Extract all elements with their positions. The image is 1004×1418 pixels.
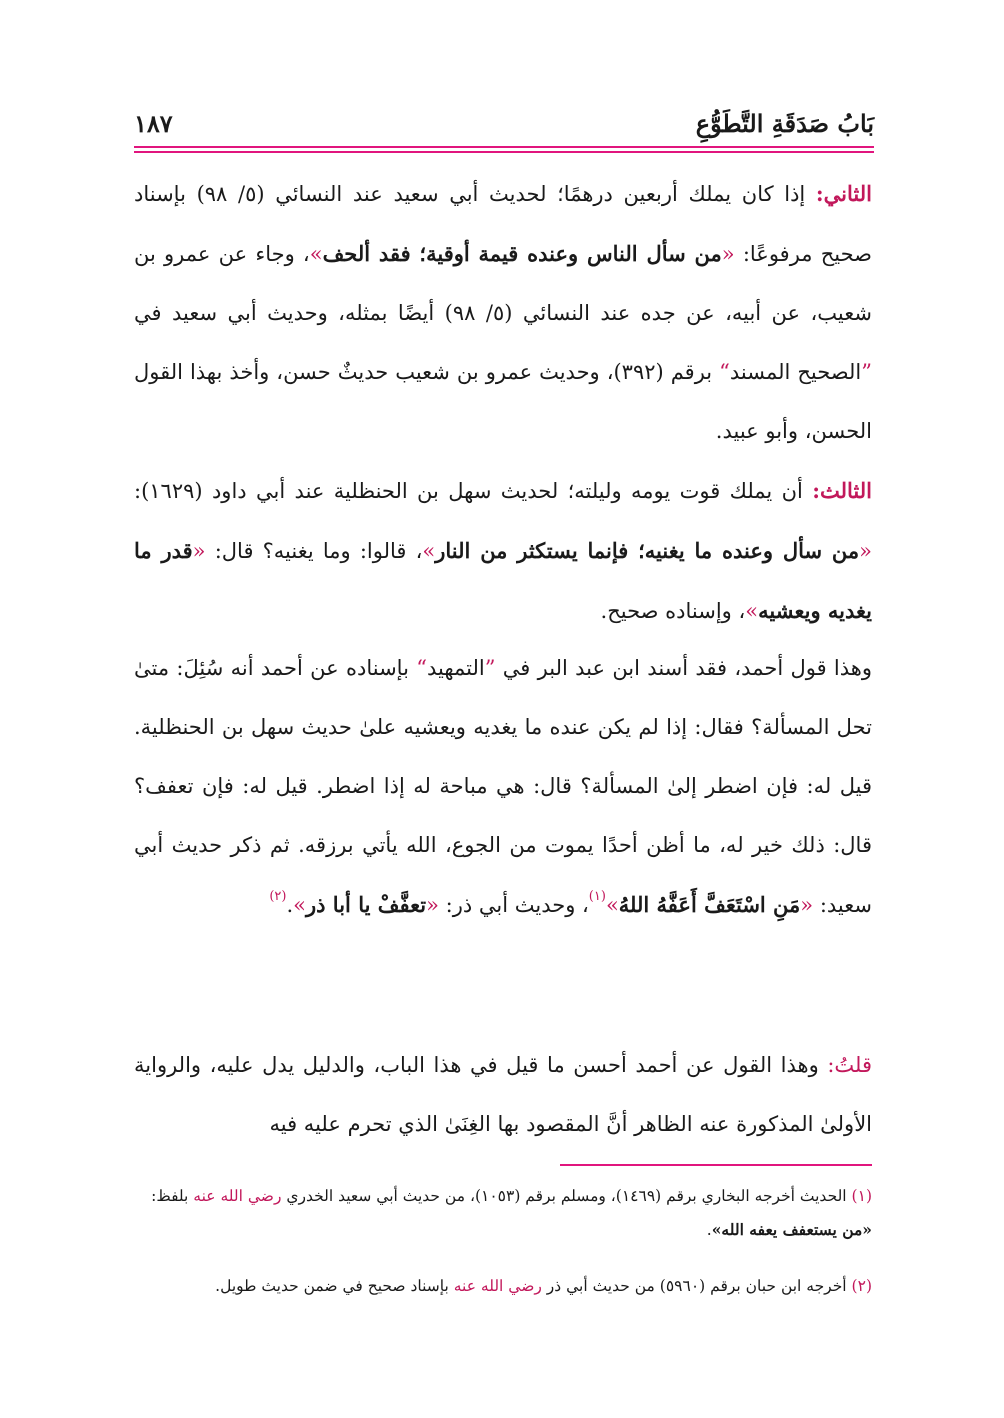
- source-title: الصحيح المسند: [729, 360, 862, 384]
- paragraph-ahmad-opinion: [134, 639, 872, 935]
- footnote-text: بإسناد صحيح في ضمن حديث طويل.: [215, 1277, 454, 1295]
- source-title: التمهيد: [426, 656, 485, 680]
- body-text: ، وإسناده صحيح.: [600, 599, 746, 623]
- quote-mark: «: [426, 893, 439, 917]
- body-text: ، قالوا: وما يغنيه؟ قال:: [205, 539, 423, 563]
- footnote-number: (٢): [851, 1277, 872, 1295]
- quote-mark: “: [416, 656, 427, 680]
- body-text: برقم (٣٩٢)، وحديث عمرو بن شعيب حديثٌ حسن، وأخذ بهذا القول الحسن، وأبو عبيد.: [134, 360, 872, 443]
- quote-mark: ”: [861, 360, 872, 384]
- hadith-quote: من سأل وعنده ما يغنيه؛ فإنما يستكثر من النار: [435, 538, 860, 563]
- page-number: ١٨٧: [134, 109, 173, 138]
- quote-mark: »: [293, 893, 306, 917]
- footnote-number: (١): [851, 1187, 872, 1205]
- hadith-quote: مَنِ اسْتَعَفَّ أَعَفَّهُ اللهُ: [618, 892, 801, 917]
- quote-mark: »: [309, 242, 323, 266]
- body-text: إذا كان يملك أربعين درهمًا؛ لحديث أبي سعيد عند النسائي (٥/ ٩٨) بإسناد صحيح مرفوعًا:: [134, 182, 873, 266]
- footnote-divider: [560, 1164, 872, 1166]
- paragraph-label: الثالث:: [812, 478, 872, 503]
- footnote-text: أخرجه ابن حبان برقم (٥٩٦٠) من حديث أبي ذر: [541, 1277, 852, 1295]
- quote-mark: »: [422, 539, 436, 563]
- body-text: وهذا قول أحمد، فقد أسند ابن عبد البر في: [495, 656, 872, 680]
- chapter-title: بَابُ صَدَقَةِ التَّطَوُّعِ: [695, 109, 874, 138]
- hadith-quote: قدر ما يغديه ويعشيه: [134, 538, 872, 623]
- quote-mark: «: [800, 893, 814, 917]
- page-header: [134, 104, 874, 144]
- paragraph-label: الثاني:: [815, 181, 872, 206]
- footnote-text: .: [706, 1221, 712, 1239]
- footnote-1: [134, 1180, 872, 1247]
- body-text: وهذا القول عن أحمد أحسن ما قيل في هذا الباب، والدليل يدل عليه، والرواية الأولىٰ المذكورة عنه الظاهر أنَّ المقصود بها الغِنَىٰ الذي تحرم عليه فيه: [134, 1053, 872, 1136]
- footnote-text: الحديث أخرجه البخاري برقم (١٤٦٩)، ومسلم برقم (١٠٥٣)، من حديث أبي سعيد الخدري: [281, 1187, 852, 1205]
- paragraph-label: قلتُ:: [827, 1053, 872, 1077]
- quote-mark: «: [192, 539, 206, 563]
- header-rule-top: [134, 146, 874, 148]
- quote-mark: «: [859, 539, 872, 563]
- hadith-quote: تعفَّفْ يا أبا ذر: [306, 892, 427, 917]
- paragraph-second-opinion: [134, 164, 872, 461]
- quote-mark: ”: [484, 656, 496, 680]
- body-text: ، وحديث أبي ذر:: [438, 893, 589, 917]
- hadith-quote: من سأل الناس وعنده قيمة أوقية؛ فقد ألحف: [322, 241, 722, 266]
- honorific-glyph: رضي الله عنه: [453, 1277, 542, 1295]
- header-rule-bottom: [134, 151, 874, 153]
- paragraph-third-opinion: [134, 461, 872, 641]
- paragraph-author-comment: [134, 1036, 872, 1154]
- body-text: أن يملك قوت يومه وليلته؛ لحديث سهل بن الحنظلية عند أبي داود (١٦٢٩):: [134, 479, 813, 503]
- body-text: بإسناده عن أحمد أنه سُئِلَ: متىٰ تحل المسألة؟ فقال: إذا لم يكن عنده ما يغديه ويعشيه علىٰ حديث سهل بن الحنظلية. قيل له: فإن اضطر إلىٰ المسألة؟ قال: هي مباحة له إذا اضطر. قيل له: فإن تعفف؟ قال: ذلك خير له، ما أظن أحدًا يموت من الجوع، الله يأتي برزقه. ثم ذكر حديث أبي سعيد:: [134, 656, 872, 917]
- body-text: .: [286, 893, 294, 917]
- quote-mark: »: [745, 599, 759, 623]
- quote-mark: «: [721, 242, 735, 266]
- footnote-quote: «من يستعفف يعفه الله»: [711, 1220, 872, 1239]
- quote-mark: “: [719, 360, 730, 384]
- body-text: ، وجاء عن عمرو بن شعيب، عن أبيه، عن جده عند النسائي (٥/ ٩٨) أيضًا بمثله، وحديث أبي سعيد في: [134, 242, 872, 325]
- footnote-text: بلفظ:: [151, 1187, 194, 1205]
- footnote-2: [134, 1270, 872, 1303]
- footnote-ref-2[interactable]: (٢): [269, 889, 287, 904]
- quote-mark: »: [605, 893, 619, 917]
- footnote-ref-1[interactable]: (١): [588, 889, 606, 904]
- honorific-glyph: رضي الله عنه: [193, 1187, 282, 1205]
